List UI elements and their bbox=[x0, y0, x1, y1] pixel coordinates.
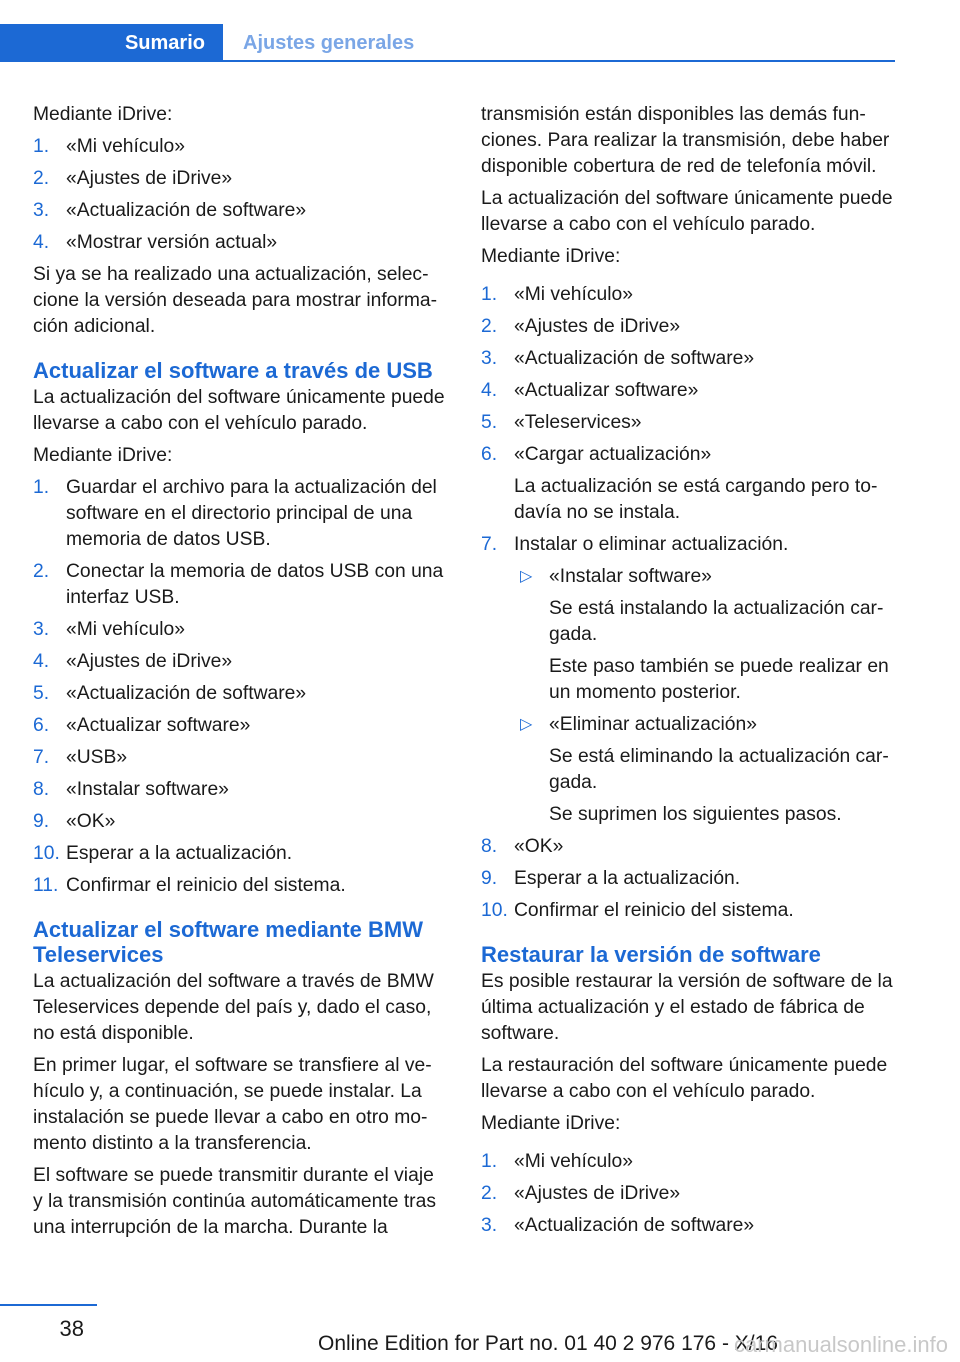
step-number: 3. bbox=[33, 200, 50, 221]
list-item bbox=[481, 866, 896, 892]
list-item bbox=[33, 745, 448, 771]
step-list bbox=[481, 1149, 896, 1239]
sub-option-text: «Instalar software» bbox=[549, 566, 712, 587]
list-item bbox=[481, 282, 896, 308]
sub-option-note: Se está instalando la actualización cargada. bbox=[549, 598, 884, 645]
list-item bbox=[481, 1181, 896, 1207]
paragraph: La restauración del software únicamente puede llevarse a cabo con el vehículo parado. bbox=[481, 1055, 888, 1102]
step-text: «Mi vehículo» bbox=[514, 284, 633, 305]
step-number: 2. bbox=[481, 316, 498, 337]
step-number: 9. bbox=[481, 868, 498, 889]
tab-ajustes-generales[interactable]: Ajustes generales bbox=[243, 32, 415, 54]
section-heading-usb: Actualizar el software a través de USB bbox=[33, 358, 433, 383]
paragraph: La actualización del software únicamente puede llevarse a cabo con el vehículo parado. bbox=[33, 387, 445, 434]
list-item bbox=[481, 532, 896, 828]
step-text: «Actualización de software» bbox=[514, 1215, 755, 1236]
header-bar bbox=[0, 24, 895, 62]
triangle-bullet-icon: ▷ bbox=[520, 716, 533, 733]
step-number: 3. bbox=[481, 348, 498, 369]
list-item bbox=[481, 442, 896, 526]
paragraph: Mediante iDrive: bbox=[33, 104, 173, 125]
list-item bbox=[33, 166, 448, 192]
step-text: Conectar la memoria de datos USB con una interfaz USB. bbox=[66, 561, 444, 608]
list-item bbox=[481, 378, 896, 404]
right-column bbox=[481, 102, 896, 1245]
step-number: 9. bbox=[33, 811, 50, 832]
step-text: «Actualización de software» bbox=[66, 200, 307, 221]
step-text: «Ajustes de iDrive» bbox=[514, 316, 681, 337]
step-text: «Mi vehículo» bbox=[66, 619, 185, 640]
list-item bbox=[481, 346, 896, 372]
list-item bbox=[33, 713, 448, 739]
step-number: 3. bbox=[481, 1215, 498, 1236]
triangle-bullet-icon: ▷ bbox=[520, 568, 533, 585]
paragraph: La actualización del software a través de BMW Teleservices depende del país y, dado el caso, no está disponible. bbox=[33, 971, 434, 1044]
list-item bbox=[481, 1149, 896, 1175]
sub-option-note: Se está eliminando la actualización cargada. bbox=[549, 746, 889, 793]
sub-option-note: Se suprimen los siguientes pasos. bbox=[549, 804, 842, 825]
step-text: «OK» bbox=[514, 836, 564, 857]
list-item bbox=[481, 1213, 896, 1239]
step-text: «Mostrar versión actual» bbox=[66, 232, 278, 253]
step-text: «OK» bbox=[66, 811, 116, 832]
step-number: 2. bbox=[481, 1183, 498, 1204]
list-item bbox=[33, 809, 448, 835]
paragraph: La actualización del software únicamente puede llevarse a cabo con el vehículo parado. bbox=[481, 188, 893, 235]
list-item bbox=[33, 873, 448, 899]
step-number: 8. bbox=[33, 779, 50, 800]
paragraph: En primer lugar, el software se transfiere al vehículo y, a continuación, se puede instalar. La instalación se puede llevar a cabo en otro momento distinto a la transferencia. bbox=[33, 1055, 432, 1154]
step-number: 11. bbox=[33, 875, 59, 896]
list-item bbox=[481, 834, 896, 860]
step-number: 2. bbox=[33, 168, 50, 189]
step-text: «Mi vehículo» bbox=[66, 136, 185, 157]
step-number: 6. bbox=[33, 715, 50, 736]
step-text: «Cargar actualización» bbox=[514, 444, 712, 465]
step-number: 7. bbox=[481, 534, 498, 555]
step-number: 4. bbox=[481, 380, 498, 401]
edition-footer: Online Edition for Part no. 01 40 2 976 176 - X/16 bbox=[318, 1332, 778, 1355]
step-text: «USB» bbox=[66, 747, 128, 768]
list-item bbox=[33, 649, 448, 675]
list-item bbox=[33, 617, 448, 643]
sub-option bbox=[514, 564, 896, 706]
step-text: «Ajustes de iDrive» bbox=[66, 651, 233, 672]
step-text: «Teleservices» bbox=[514, 412, 642, 433]
step-text: Esperar a la actualización. bbox=[66, 843, 293, 864]
step-list bbox=[481, 282, 896, 924]
paragraph: Mediante iDrive: bbox=[33, 445, 173, 466]
paragraph: transmisión están disponibles las demás funciones. Para realizar la transmisión, debe haber disponible cobertura de red de telefonía móvil. bbox=[481, 104, 890, 177]
list-item bbox=[33, 134, 448, 160]
step-text: «Actualización de software» bbox=[514, 348, 755, 369]
list-item bbox=[33, 198, 448, 224]
section-heading-teleservices: Actualizar el software mediante BMW Teleservices bbox=[33, 917, 423, 967]
sub-option-note: Este paso también se puede realizar en un momento posterior. bbox=[549, 656, 889, 703]
step-text: «Instalar software» bbox=[66, 779, 229, 800]
section-heading-restore: Restaurar la versión de software bbox=[481, 942, 821, 967]
paragraph: Mediante iDrive: bbox=[481, 1113, 621, 1134]
list-item bbox=[481, 314, 896, 340]
step-number: 6. bbox=[481, 444, 498, 465]
step-text: Guardar el archivo para la actualización del software en el directorio principal de una memoria de datos USB. bbox=[66, 477, 437, 550]
step-text: Instalar o eliminar actualización. bbox=[514, 534, 789, 555]
paragraph: El software se puede transmitir durante el viaje y la transmisión continúa automáticamente tras una interrupción de la marcha. Durante la bbox=[33, 1165, 436, 1238]
list-item bbox=[33, 777, 448, 803]
step-number: 8. bbox=[481, 836, 498, 857]
step-list bbox=[33, 134, 448, 256]
list-item bbox=[33, 559, 448, 611]
step-number: 5. bbox=[481, 412, 498, 433]
step-note: La actualización se está cargando pero todavía no se instala. bbox=[514, 476, 878, 523]
list-item bbox=[481, 898, 896, 924]
page-number-rule bbox=[0, 1304, 97, 1306]
list-item bbox=[33, 681, 448, 707]
step-number: 3. bbox=[33, 619, 50, 640]
step-number: 1. bbox=[33, 477, 50, 498]
tab-sumario[interactable]: Sumario bbox=[0, 24, 223, 62]
step-number: 4. bbox=[33, 651, 50, 672]
step-number: 10. bbox=[33, 843, 60, 864]
list-item bbox=[481, 410, 896, 436]
step-number: 1. bbox=[481, 1151, 498, 1172]
sub-option-text: «Eliminar actualización» bbox=[549, 714, 757, 735]
step-number: 1. bbox=[33, 136, 50, 157]
list-item bbox=[33, 841, 448, 867]
step-text: «Actualización de software» bbox=[66, 683, 307, 704]
step-number: 10. bbox=[481, 900, 508, 921]
header-divider bbox=[223, 60, 895, 62]
step-list bbox=[33, 475, 448, 899]
list-item bbox=[33, 475, 448, 553]
left-column bbox=[33, 102, 448, 1247]
step-text: Esperar a la actualización. bbox=[514, 868, 741, 889]
watermark: carmanualsonline.info bbox=[733, 1332, 948, 1357]
step-text: Confirmar el reinicio del sistema. bbox=[66, 875, 346, 896]
step-number: 2. bbox=[33, 561, 50, 582]
sub-option-list bbox=[514, 564, 896, 828]
step-number: 1. bbox=[481, 284, 498, 305]
sub-option bbox=[514, 712, 896, 828]
step-text: «Ajustes de iDrive» bbox=[514, 1183, 681, 1204]
paragraph: Es posible restaurar la versión de software de la última actualización y el estado de fábrica de software. bbox=[481, 971, 893, 1044]
page-number: 38 bbox=[59, 1316, 84, 1341]
paragraph: Mediante iDrive: bbox=[481, 246, 621, 267]
step-number: 5. bbox=[33, 683, 50, 704]
step-text: «Actualizar software» bbox=[514, 380, 699, 401]
step-number: 7. bbox=[33, 747, 50, 768]
step-text: «Actualizar software» bbox=[66, 715, 251, 736]
list-item bbox=[33, 230, 448, 256]
step-text: «Mi vehículo» bbox=[514, 1151, 633, 1172]
step-number: 4. bbox=[33, 232, 50, 253]
step-text: «Ajustes de iDrive» bbox=[66, 168, 233, 189]
step-text: Confirmar el reinicio del sistema. bbox=[514, 900, 794, 921]
paragraph: Si ya se ha realizado una actualización, seleccione la versión deseada para mostrar información adicional. bbox=[33, 264, 438, 337]
